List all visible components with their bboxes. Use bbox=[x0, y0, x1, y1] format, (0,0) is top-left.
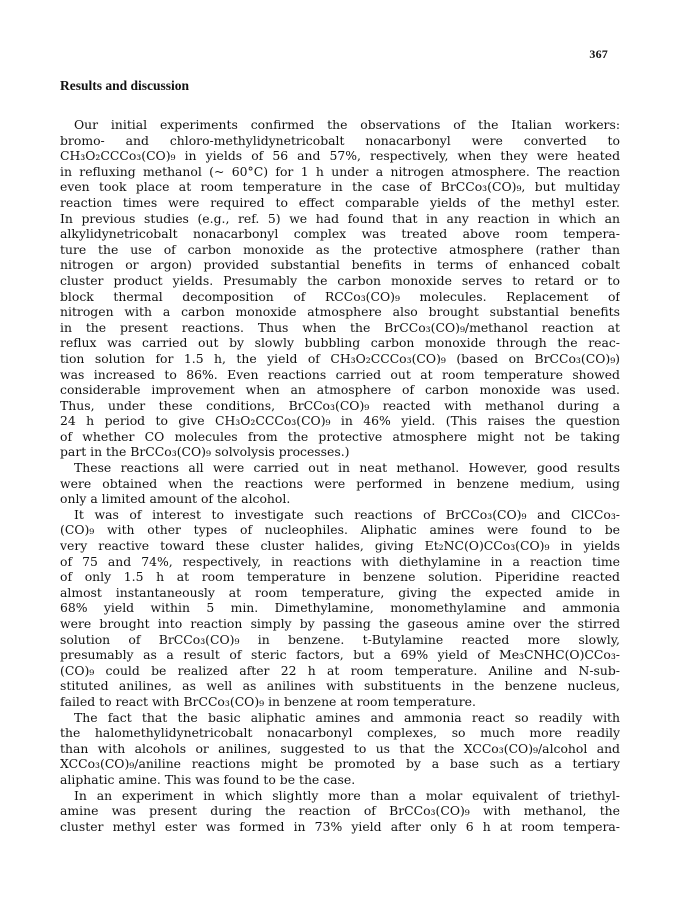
text-line: failed to react with BrCCo₃(CO)₉ in benzene at room temperature. bbox=[60, 693, 476, 709]
text-line: CH₃O₂CCCo₃(CO)₉ in yields of 56 and 57%, respectively, when they were heated bbox=[60, 148, 620, 164]
text-line: block thermal decomposition of RCCo₃(CO)₉ molecules. Replacement of bbox=[60, 288, 620, 304]
text-line: stituted anilines, as well as anilines with substituents in the benzene nucleus, bbox=[60, 678, 620, 694]
text-line: than with alcohols or anilines, suggested to us that the XCCo₃(CO)₉/alcohol and bbox=[60, 740, 620, 756]
text-line: Thus, under these conditions, BrCCo₃(CO)₉ reacted with methanol during a bbox=[60, 397, 620, 413]
text-line: presumably as a result of steric factors, but a 69% yield of Me₃CNHC(O)CCo₃- bbox=[60, 647, 620, 663]
text-line: nitrogen or argon) provided substantial benefits in terms of enhanced cobalt bbox=[60, 257, 620, 273]
text-line: was increased to 86%. Even reactions carried out at room temperature showed bbox=[60, 366, 620, 382]
text-line: tion solution for 1.5 h, the yield of CH₃O₂CCCo₃(CO)₉ (based on BrCCo₃(CO)₉) bbox=[60, 350, 620, 366]
text-line: (CO)₉ could be realized after 22 h at room temperature. Aniline and N-sub- bbox=[60, 662, 620, 678]
text-line: only a limited amount of the alcohol. bbox=[60, 491, 291, 507]
text-line: reaction times were required to effect comparable yields of the methyl ester. bbox=[60, 194, 620, 210]
text-line: bromo- and chloro-methylidynetricobalt nonacarbonyl were converted to bbox=[60, 132, 620, 148]
text-line: 24 h period to give CH₃O₂CCCo₃(CO)₉ in 46% yield. (This raises the question bbox=[60, 413, 620, 429]
page-number: 367 bbox=[589, 47, 608, 61]
text-line: were obtained when the reactions were performed in benzene medium, using bbox=[60, 475, 620, 491]
text-line: cluster methyl ester was formed in 73% yield after only 6 h at room tempera- bbox=[60, 818, 620, 834]
text-line: considerable improvement when an atmosphere of carbon monoxide was used. bbox=[60, 382, 620, 398]
text-line: almost instantaneously at room temperature, giving the expected amide in bbox=[60, 584, 620, 600]
text-line: even took place at room temperature in the case of BrCCo₃(CO)₉, but multiday bbox=[60, 179, 620, 195]
text-line: in the present reactions. Thus when the BrCCo₃(CO)₉/methanol reaction at bbox=[60, 319, 620, 335]
text-line: 68% yield within 5 min. Dimethylamine, monomethylamine and ammonia bbox=[60, 600, 620, 616]
text-line: reflux was carried out by slowly bubbling carbon monoxide through the reac- bbox=[60, 335, 620, 351]
text-line: amine was present during the reaction of BrCCo₃(CO)₉ with methanol, the bbox=[60, 803, 620, 819]
text-line: cluster product yields. Presumably the carbon monoxide serves to retard or to bbox=[60, 272, 620, 288]
text-line: in refluxing methanol (~ 60°C) for 1 h under a nitrogen atmosphere. The reaction bbox=[60, 163, 620, 179]
text-line: aliphatic amine. This was found to be the case. bbox=[60, 771, 356, 787]
text-line: In previous studies (e.g., ref. 5) we had found that in any reaction in which an bbox=[60, 210, 620, 226]
section-heading: Results and discussion bbox=[60, 78, 190, 93]
text-line: nitrogen with a carbon monoxide atmosphere also brought substantial benefits bbox=[60, 304, 620, 320]
text-line: alkylidynetricobalt nonacarbonyl complex was treated above room tempera- bbox=[60, 226, 620, 242]
text-line: ture the use of carbon monoxide as the protective atmosphere (rather than bbox=[60, 241, 620, 257]
text-line: very reactive toward these cluster halides, giving Et₂NC(O)CCo₃(CO)₉ in yields bbox=[60, 538, 620, 554]
text-line: of whether CO molecules from the protective atmosphere might not be taking bbox=[60, 428, 620, 444]
text-line: the halomethylidynetricobalt nonacarbonyl complexes, so much more readily bbox=[60, 725, 620, 741]
text-line: It was of interest to investigate such reactions of BrCCo₃(CO)₉ and ClCCo₃- bbox=[74, 506, 620, 522]
text-line: The fact that the basic aliphatic amines and ammonia react so readily with bbox=[74, 709, 620, 725]
text-line: XCCo₃(CO)₉/aniline reactions might be promoted by a base such as a tertiary bbox=[60, 756, 620, 772]
body-text bbox=[60, 117, 620, 834]
text-line: solution of BrCCo₃(CO)₉ in benzene. t-Butylamine reacted more slowly, bbox=[60, 631, 620, 647]
text-line: were brought into reaction simply by passing the gaseous amine over the stirred bbox=[60, 616, 620, 631]
text-line: (CO)₉ with other types of nucleophiles. Aliphatic amines were found to be bbox=[60, 522, 620, 538]
text-line: Our initial experiments confirmed the observations of the Italian workers: bbox=[74, 117, 620, 132]
text-line: of only 1.5 h at room temperature in benzene solution. Piperidine reacted bbox=[60, 569, 620, 585]
text-line: part in the BrCCo₃(CO)₉ solvolysis processes.) bbox=[60, 444, 350, 460]
text-line: These reactions all were carried out in neat methanol. However, good results bbox=[74, 460, 620, 476]
text-line: of 75 and 74%, respectively, in reactions with diethylamine in a reaction time bbox=[60, 553, 620, 569]
text-line: In an experiment in which slightly more than a molar equivalent of triethyl- bbox=[74, 787, 620, 803]
